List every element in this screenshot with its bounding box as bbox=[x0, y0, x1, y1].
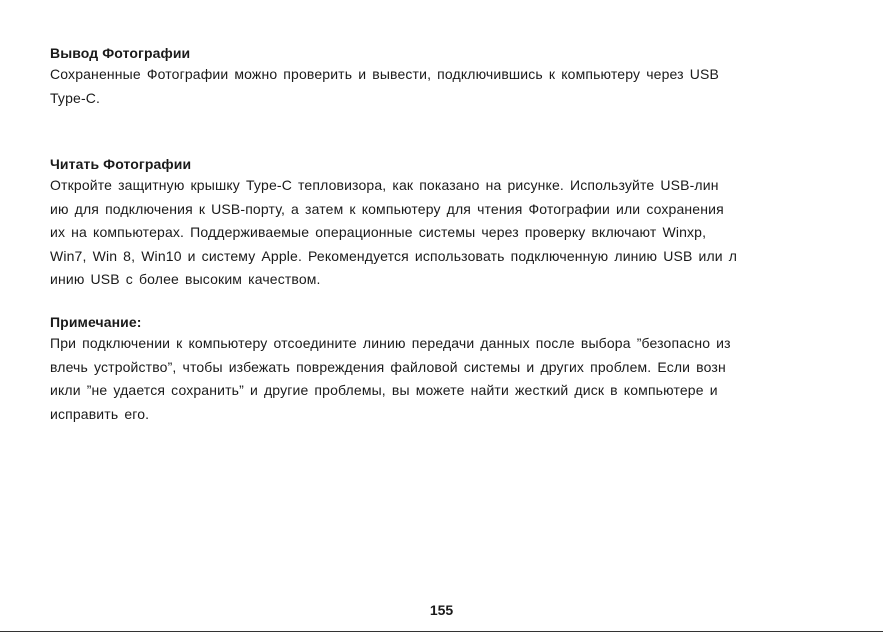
section-output-photos bbox=[50, 43, 840, 110]
paragraph-line: Type-C. bbox=[50, 89, 101, 106]
section-heading: Вывод Фотографии bbox=[50, 45, 191, 61]
paragraph-line: ию для подключения к USB-порту, а затем к компьютеру для чтения Фотографии или сохранения bbox=[50, 200, 724, 217]
section-read-photos bbox=[50, 154, 840, 292]
paragraph-line: Win7, Win 8, Win10 и систему Apple. Рекомендуется использовать подключенную линию USB или л bbox=[50, 247, 738, 264]
section-heading: Читать Фотографии bbox=[50, 156, 192, 172]
paragraph-line: икли ”не удается сохранить” и другие проблемы, вы можете найти жесткий диск в компьютере и bbox=[50, 382, 718, 398]
paragraph-line: влечь устройство”, чтобы избежать повреждения файловой системы и других проблем. Если возн bbox=[50, 358, 726, 375]
paragraph-line: исправить его. bbox=[50, 405, 150, 422]
paragraph-line: Откройте защитную крышку Type-C тепловизора, как показано на рисунке. Используйте USB-лин bbox=[50, 177, 719, 193]
page-number: 155 bbox=[429, 602, 454, 618]
bottom-divider bbox=[0, 631, 883, 632]
section-heading: Примечание: bbox=[50, 314, 142, 330]
paragraph-line: их на компьютерах. Поддерживаемые операционные системы через проверку включают Winxp, bbox=[50, 224, 707, 240]
paragraph-line: Сохраненные Фотографии можно проверить и вывести, подключившись к компьютеру через USB bbox=[50, 66, 719, 82]
paragraph-line: При подключении к компьютеру отсоедините линию передачи данных после выбора ”безопасно из bbox=[50, 335, 731, 351]
section-note bbox=[50, 312, 840, 426]
paragraph-line: инию USB с более высоким качеством. bbox=[50, 271, 321, 287]
